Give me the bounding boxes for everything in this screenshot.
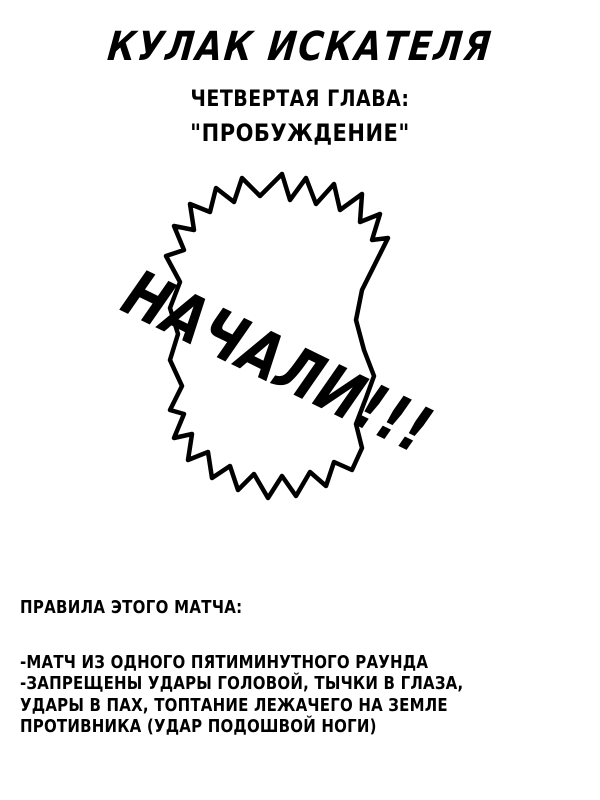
title-block [0, 23, 600, 147]
rule-line: ПРОТИВНИКА (УДАР ПОДОШВОЙ НОГИ) [20, 715, 377, 737]
rule-line: УДАРЫ В ПАХ, ТОПТАНИЕ ЛЕЖАЧЕГО НА ЗЕМЛЕ [20, 693, 448, 716]
rules-list [20, 652, 490, 737]
rule-line: -МАТЧ ИЗ ОДНОГО ПЯТИМИНУТНОГО РАУНДА [20, 651, 429, 673]
page-title: КУЛАК ИСКАТЕЛЯ [105, 23, 495, 71]
speech-burst-balloon [130, 170, 470, 520]
burst-outline-icon [166, 174, 388, 498]
rule-line: -ЗАПРЕЩЕНЫ УДАРЫ ГОЛОВОЙ, ТЫЧКИ В ГЛАЗА, [20, 672, 464, 694]
chapter-name: "ПРОБУЖДЕНИЕ" [190, 118, 410, 147]
chapter-label: ЧЕТВЕРТАЯ ГЛАВА: [190, 86, 410, 112]
shout-text: НАЧАЛИ!!! [111, 256, 444, 470]
match-rules [20, 598, 490, 737]
rules-heading: ПРАВИЛА ЭТОГО МАТЧА: [20, 596, 243, 618]
